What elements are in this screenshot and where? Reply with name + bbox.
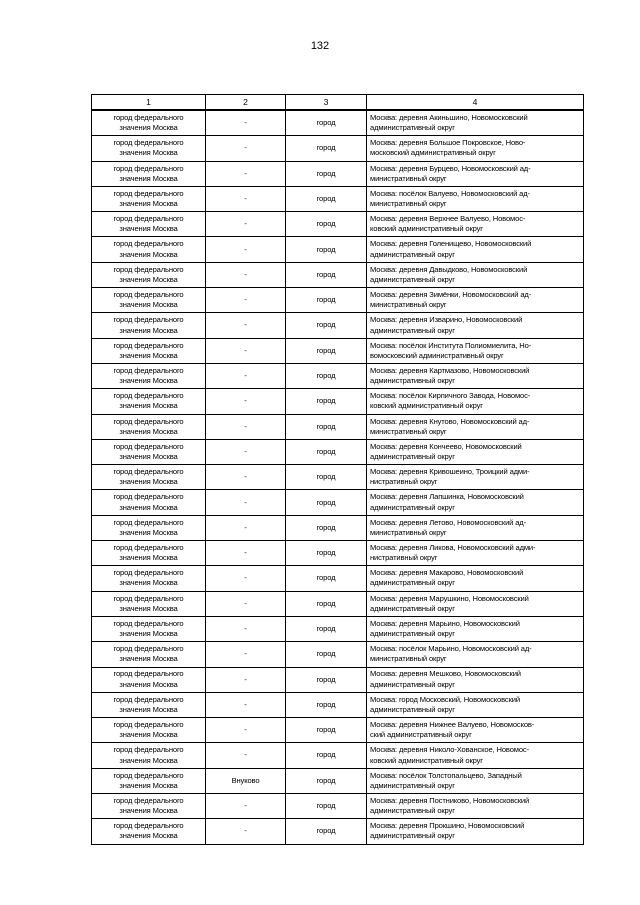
subject-cell: город федерального значения Москва <box>92 490 206 515</box>
table-row <box>92 212 584 237</box>
location-cell: Москва: деревня Летово, Новомосковский ад- министративный округ <box>367 515 584 540</box>
district-cell: - <box>206 288 286 313</box>
district-cell: - <box>206 616 286 641</box>
district-cell: - <box>206 566 286 591</box>
subject-cell: город федерального значения Москва <box>92 389 206 414</box>
subject-cell: город федерального значения Москва <box>92 768 206 793</box>
column-header-2: 2 <box>206 95 286 111</box>
table-row <box>92 237 584 262</box>
kind-cell: город <box>286 718 367 743</box>
subject-cell: город федерального значения Москва <box>92 414 206 439</box>
subject-cell: город федерального значения Москва <box>92 541 206 566</box>
table-header <box>92 95 584 111</box>
district-cell: - <box>206 692 286 717</box>
kind-cell: город <box>286 541 367 566</box>
district-cell: - <box>206 794 286 819</box>
location-cell: Москва: деревня Лапшинка, Новомосковский административный округ <box>367 490 584 515</box>
district-cell: - <box>206 338 286 363</box>
subject-cell: город федерального значения Москва <box>92 237 206 262</box>
subject-cell: город федерального значения Москва <box>92 363 206 388</box>
district-cell: - <box>206 439 286 464</box>
subject-cell: город федерального значения Москва <box>92 819 206 844</box>
district-cell: - <box>206 819 286 844</box>
subject-cell: город федерального значения Москва <box>92 566 206 591</box>
district-cell: - <box>206 465 286 490</box>
kind-cell: город <box>286 212 367 237</box>
subject-cell: город федерального значения Москва <box>92 743 206 768</box>
subject-cell: город федерального значения Москва <box>92 288 206 313</box>
table-row <box>92 465 584 490</box>
kind-cell: город <box>286 768 367 793</box>
location-cell: Москва: деревня Картмазово, Новомосковский административный округ <box>367 363 584 388</box>
location-cell: Москва: посёлок Валуево, Новомосковский ад- министративный округ <box>367 186 584 211</box>
district-cell: - <box>206 212 286 237</box>
kind-cell: город <box>286 667 367 692</box>
district-cell: - <box>206 515 286 540</box>
location-cell: Москва: посёлок Института Полиомиелита, Но- вомосковский административный округ <box>367 338 584 363</box>
subject-cell: город федерального значения Москва <box>92 313 206 338</box>
table-row <box>92 136 584 161</box>
location-cell: Москва: деревня Верхнее Валуево, Новомос- ковский административный округ <box>367 212 584 237</box>
location-cell: Москва: деревня Марушкино, Новомосковский административный округ <box>367 591 584 616</box>
district-cell: - <box>206 541 286 566</box>
location-cell: Москва: деревня Голенищево, Новомосковский административный округ <box>367 237 584 262</box>
table-row <box>92 718 584 743</box>
subject-cell: город федерального значения Москва <box>92 161 206 186</box>
location-cell: Москва: деревня Николо-Хованское, Новомос- ковский административный округ <box>367 743 584 768</box>
kind-cell: город <box>286 616 367 641</box>
kind-cell: город <box>286 313 367 338</box>
district-cell: - <box>206 743 286 768</box>
table-row <box>92 389 584 414</box>
location-cell: Москва: деревня Давыдково, Новомосковский административный округ <box>367 262 584 287</box>
kind-cell: город <box>286 338 367 363</box>
district-cell: - <box>206 490 286 515</box>
kind-cell: город <box>286 819 367 844</box>
subject-cell: город федерального значения Москва <box>92 110 206 136</box>
column-header-3: 3 <box>286 95 367 111</box>
district-cell: - <box>206 718 286 743</box>
district-cell: - <box>206 389 286 414</box>
table-body <box>92 110 584 844</box>
location-cell: Москва: деревня Акиньшино, Новомосковский административный округ <box>367 110 584 136</box>
table-row <box>92 262 584 287</box>
table-row <box>92 616 584 641</box>
table-row <box>92 338 584 363</box>
table-row <box>92 161 584 186</box>
header-row <box>92 95 584 111</box>
location-cell: Москва: деревня Прокшино, Новомосковский административный округ <box>367 819 584 844</box>
kind-cell: город <box>286 186 367 211</box>
location-cell: Москва: деревня Большое Покровское, Ново- московский административный округ <box>367 136 584 161</box>
table-row <box>92 768 584 793</box>
kind-cell: город <box>286 692 367 717</box>
kind-cell: город <box>286 262 367 287</box>
location-cell: Москва: деревня Изварино, Новомосковский административный округ <box>367 313 584 338</box>
kind-cell: город <box>286 136 367 161</box>
district-cell: - <box>206 363 286 388</box>
kind-cell: город <box>286 237 367 262</box>
kind-cell: город <box>286 161 367 186</box>
table-row <box>92 743 584 768</box>
subject-cell: город федерального значения Москва <box>92 212 206 237</box>
location-cell: Москва: деревня Макарово, Новомосковский административный округ <box>367 566 584 591</box>
kind-cell: город <box>286 490 367 515</box>
district-cell: - <box>206 667 286 692</box>
kind-cell: город <box>286 465 367 490</box>
table-row <box>92 667 584 692</box>
table-row <box>92 819 584 844</box>
district-cell: - <box>206 262 286 287</box>
location-cell: Москва: деревня Кончеево, Новомосковский административный округ <box>367 439 584 464</box>
table-row <box>92 515 584 540</box>
location-cell: Москва: посёлок Марьино, Новомосковский ад- министративный округ <box>367 642 584 667</box>
district-cell: - <box>206 313 286 338</box>
table-row <box>92 591 584 616</box>
kind-cell: город <box>286 642 367 667</box>
table-row <box>92 110 584 136</box>
subject-cell: город федерального значения Москва <box>92 338 206 363</box>
kind-cell: город <box>286 743 367 768</box>
table-row <box>92 313 584 338</box>
table-row <box>92 490 584 515</box>
subject-cell: город федерального значения Москва <box>92 616 206 641</box>
location-cell: Москва: посёлок Толстопальцево, Западный административный округ <box>367 768 584 793</box>
subject-cell: город федерального значения Москва <box>92 186 206 211</box>
location-cell: Москва: деревня Бурцево, Новомосковский ад- министративный округ <box>367 161 584 186</box>
subject-cell: город федерального значения Москва <box>92 667 206 692</box>
subject-cell: город федерального значения Москва <box>92 136 206 161</box>
kind-cell: город <box>286 414 367 439</box>
subject-cell: город федерального значения Москва <box>92 515 206 540</box>
kind-cell: город <box>286 110 367 136</box>
district-cell: Внуково <box>206 768 286 793</box>
subject-cell: город федерального значения Москва <box>92 439 206 464</box>
kind-cell: город <box>286 439 367 464</box>
location-cell: Москва: деревня Кривошеино, Троицкий адми- нистративный округ <box>367 465 584 490</box>
location-cell: Москва: деревня Кнутово, Новомосковский ад- министративный округ <box>367 414 584 439</box>
location-cell: Москва: деревня Мешково, Новомосковский административный округ <box>367 667 584 692</box>
subject-cell: город федерального значения Москва <box>92 591 206 616</box>
table-row <box>92 363 584 388</box>
kind-cell: город <box>286 288 367 313</box>
location-cell: Москва: деревня Марьино, Новомосковский административный округ <box>367 616 584 641</box>
kind-cell: город <box>286 515 367 540</box>
location-cell: Москва: деревня Постниково, Новомосковский административный округ <box>367 794 584 819</box>
subject-cell: город федерального значения Москва <box>92 465 206 490</box>
kind-cell: город <box>286 389 367 414</box>
table-row <box>92 288 584 313</box>
subject-cell: город федерального значения Москва <box>92 642 206 667</box>
location-cell: Москва: деревня Ликова, Новомосковский адми- нистративный округ <box>367 541 584 566</box>
district-cell: - <box>206 414 286 439</box>
column-header-4: 4 <box>367 95 584 111</box>
registry-table <box>91 94 584 845</box>
district-cell: - <box>206 642 286 667</box>
subject-cell: город федерального значения Москва <box>92 692 206 717</box>
table-row <box>92 186 584 211</box>
subject-cell: город федерального значения Москва <box>92 718 206 743</box>
table-row <box>92 439 584 464</box>
kind-cell: город <box>286 794 367 819</box>
subject-cell: город федерального значения Москва <box>92 262 206 287</box>
kind-cell: город <box>286 591 367 616</box>
location-cell: Москва: деревня Зимёнки, Новомосковский ад- министративный округ <box>367 288 584 313</box>
column-header-1: 1 <box>92 95 206 111</box>
table-row <box>92 541 584 566</box>
district-cell: - <box>206 161 286 186</box>
table-row <box>92 794 584 819</box>
district-cell: - <box>206 237 286 262</box>
table-row <box>92 692 584 717</box>
location-cell: Москва: деревня Нижнее Валуево, Новомосков- ский административный округ <box>367 718 584 743</box>
table-row <box>92 566 584 591</box>
district-cell: - <box>206 136 286 161</box>
kind-cell: город <box>286 363 367 388</box>
district-cell: - <box>206 110 286 136</box>
kind-cell: город <box>286 566 367 591</box>
district-cell: - <box>206 186 286 211</box>
table-row <box>92 642 584 667</box>
table-row <box>92 414 584 439</box>
district-cell: - <box>206 591 286 616</box>
location-cell: Москва: посёлок Кирпичного Завода, Новомос- ковский административный округ <box>367 389 584 414</box>
subject-cell: город федерального значения Москва <box>92 794 206 819</box>
page-number: 132 <box>310 40 330 52</box>
location-cell: Москва: город Московский, Новомосковский административный округ <box>367 692 584 717</box>
